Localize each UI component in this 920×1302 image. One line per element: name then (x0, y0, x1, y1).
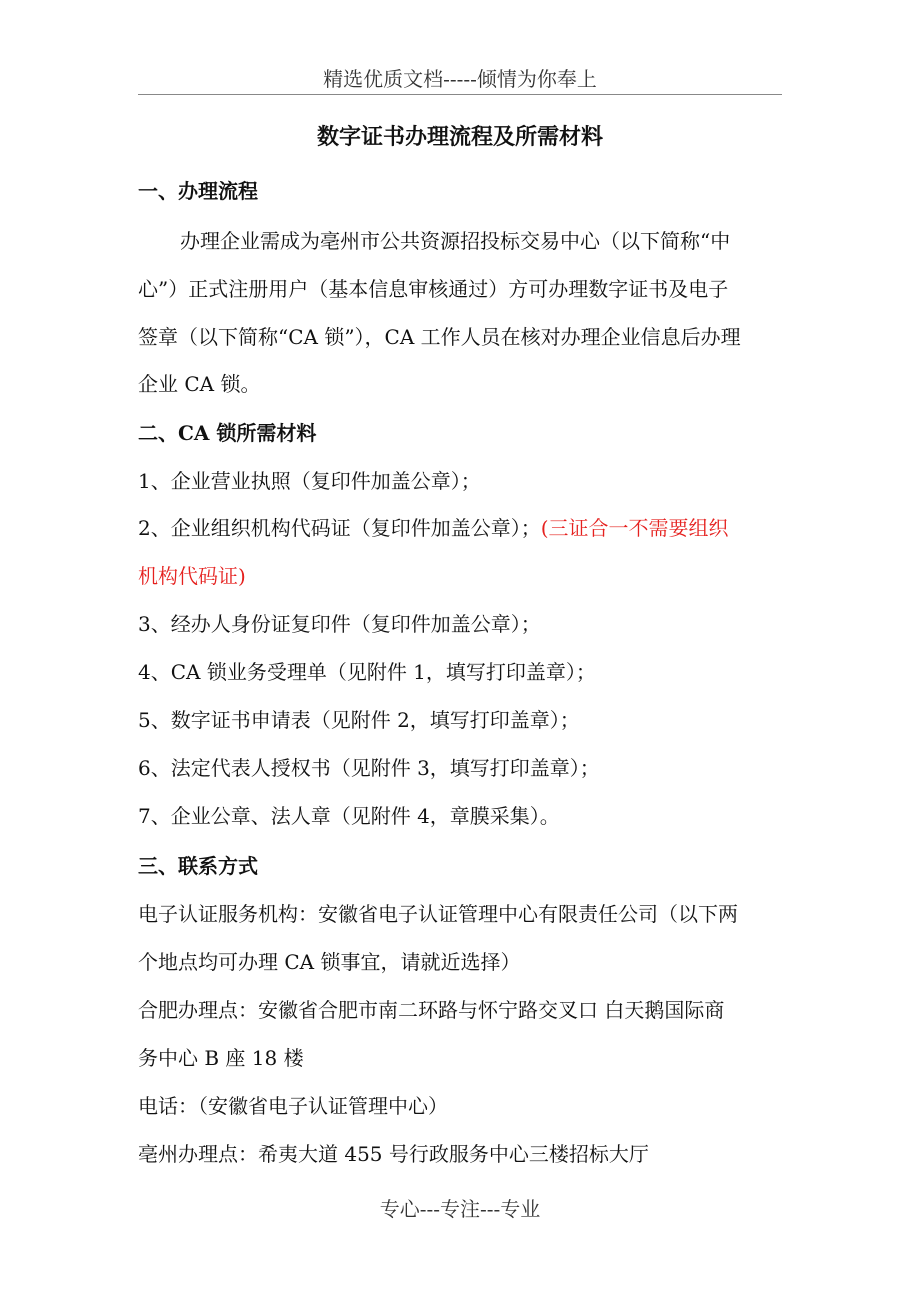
paragraph-line: 办理企业需成为亳州市公共资源招投标交易中心（以下简称“中 (180, 229, 731, 253)
document-title: 数字证书办理流程及所需材料 (316, 124, 603, 150)
paragraph-line: 企业 CA 锁。 (138, 372, 261, 396)
list-item: 4、CA 锁业务受理单（见附件 1，填写打印盖章）； (138, 660, 596, 684)
contact-line: 亳州办理点：希夷大道 455 号行政服务中心三楼招标大厅 (138, 1142, 649, 1166)
section-heading-process: 一、办理流程 (138, 179, 258, 203)
list-item: 3、经办人身份证复印件（复印件加盖公章）； (138, 612, 541, 636)
list-item: 6、法定代表人授权书（见附件 3，填写打印盖章）； (138, 756, 600, 780)
list-item: 5、数字证书申请表（见附件 2，填写打印盖章）； (138, 708, 580, 732)
list-item-text: 2、企业组织机构代码证（复印件加盖公章）； (138, 516, 541, 540)
red-note: (三证合一不需要组织 (540, 516, 729, 540)
contact-line: 个地点均可办理 CA 锁事宜，请就近选择） (138, 950, 521, 974)
list-item: 7、企业公章、法人章（见附件 4，章膜采集）。 (138, 804, 560, 828)
page-header: 精选优质文档-----倾情为你奉上 (138, 64, 782, 95)
section-heading-materials: 二、CA 锁所需材料 (138, 421, 317, 445)
list-item (138, 511, 782, 545)
list-item: 1、企业营业执照（复印件加盖公章）； (138, 469, 481, 493)
contact-line: 电话：（安徽省电子认证管理中心） (138, 1094, 448, 1118)
paragraph-line: 心”）正式注册用户（基本信息审核通过）方可办理数字证书及电子 (138, 277, 729, 301)
contact-line: 务中心 B 座 18 楼 (138, 1046, 304, 1070)
contact-line: 电子认证服务机构：安徽省电子认证管理中心有限责任公司（以下两 (138, 902, 738, 926)
paragraph-line: 签章（以下简称“CA 锁”），CA 工作人员在核对办理企业信息后办理 (138, 325, 741, 349)
section-heading-contact: 三、联系方式 (138, 854, 258, 878)
red-note-continued: 机构代码证) (138, 564, 246, 588)
contact-line: 合肥办理点：安徽省合肥市南二环路与怀宁路交叉口 白天鹅国际商 (138, 998, 725, 1022)
page-footer: 专心---专注---专业 (379, 1197, 541, 1221)
